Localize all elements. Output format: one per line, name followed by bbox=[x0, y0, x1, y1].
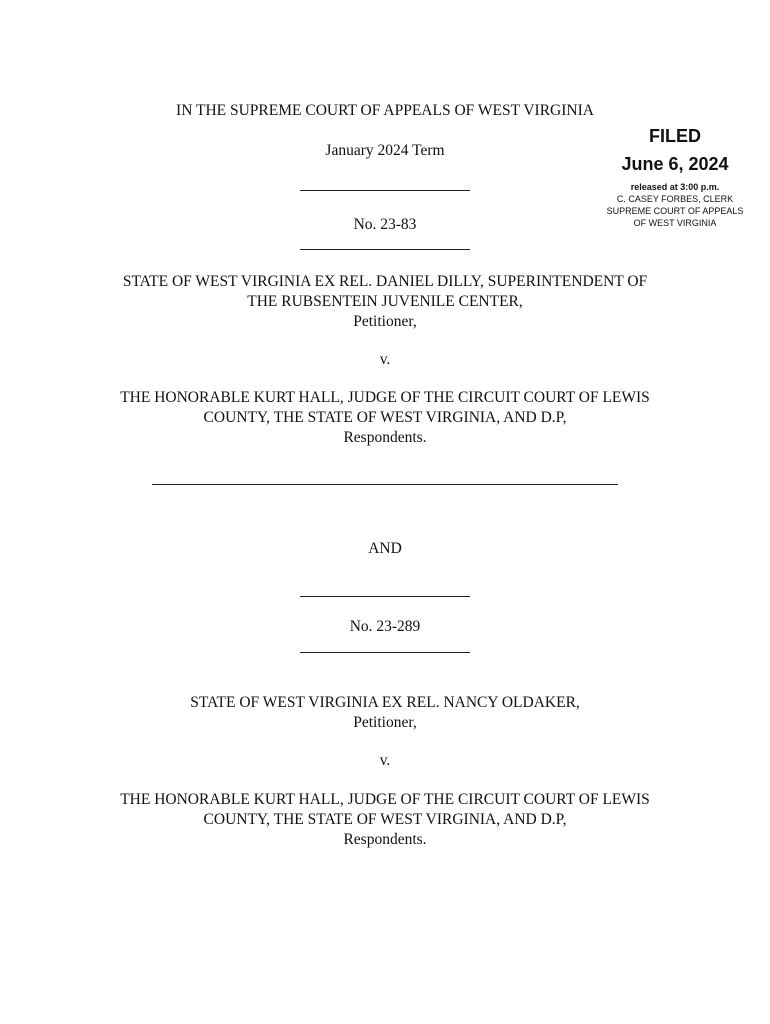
case-number-1: No. 23-83 bbox=[353, 216, 417, 233]
case1-respondent-role: Respondents. bbox=[343, 429, 427, 446]
case2-petitioner-line1: STATE OF WEST VIRGINIA EX REL. NANCY OLDAKER, bbox=[190, 694, 580, 711]
term-label: January 2024 Term bbox=[325, 142, 445, 159]
filed-stamp-released: released at 3:00 p.m. bbox=[630, 182, 720, 192]
conjunction-and: AND bbox=[368, 540, 402, 557]
case1-petitioner-line2: THE RUBSENTEIN JUVENILE CENTER, bbox=[247, 293, 523, 310]
case2-respondent-line1: THE HONORABLE KURT HALL, JUDGE OF THE CIRCUIT COURT OF LEWIS bbox=[120, 791, 650, 808]
case-number-2: No. 23-289 bbox=[349, 618, 421, 635]
case1-versus: v. bbox=[379, 351, 391, 368]
court-header: IN THE SUPREME COURT OF APPEALS OF WEST VIRGINIA bbox=[176, 102, 594, 119]
divider-rule bbox=[300, 249, 470, 250]
divider-rule bbox=[300, 190, 470, 191]
section-divider-rule bbox=[152, 484, 618, 485]
filed-stamp-court-line1: SUPREME COURT OF APPEALS bbox=[606, 206, 744, 216]
case1-respondent-line2: COUNTY, THE STATE OF WEST VIRGINIA, AND D.P, bbox=[203, 409, 567, 426]
case1-petitioner-line1: STATE OF WEST VIRGINIA EX REL. DANIEL DILLY, SUPERINTENDENT OF bbox=[122, 273, 648, 290]
divider-rule bbox=[300, 652, 470, 653]
case1-respondent-line1: THE HONORABLE KURT HALL, JUDGE OF THE CIRCUIT COURT OF LEWIS bbox=[120, 389, 650, 406]
case1-petitioner-role: Petitioner, bbox=[353, 313, 417, 330]
divider-rule bbox=[300, 596, 470, 597]
case2-respondent-line2: COUNTY, THE STATE OF WEST VIRGINIA, AND D.P, bbox=[203, 811, 567, 828]
filed-stamp-clerk: C. CASEY FORBES, CLERK bbox=[616, 194, 734, 204]
filed-stamp-date: June 6, 2024 bbox=[621, 154, 729, 174]
case2-respondent-role: Respondents. bbox=[343, 831, 427, 848]
filed-stamp-court-line2: OF WEST VIRGINIA bbox=[633, 218, 717, 228]
case2-petitioner-role: Petitioner, bbox=[353, 714, 417, 731]
filed-stamp-title: FILED bbox=[649, 126, 701, 146]
case2-versus: v. bbox=[379, 752, 391, 769]
